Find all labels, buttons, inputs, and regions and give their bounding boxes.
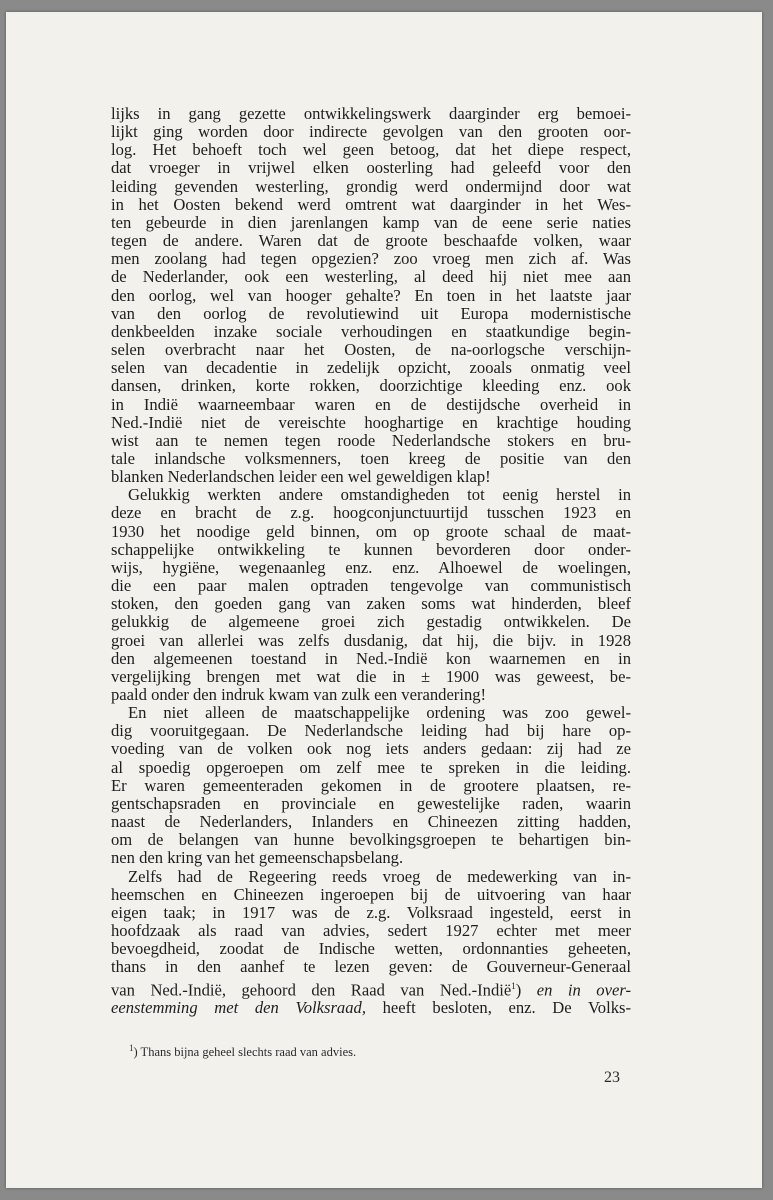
text-line-content: groei van allerlei was zelfs dusdanig, dat hij, die bijv. in 1928 xyxy=(111,630,631,650)
text-line xyxy=(111,940,631,958)
text-line-content: den algemeenen toestand in Ned.-Indië kon waarnemen en in xyxy=(111,648,631,668)
text-line-content: gelukkig de algemeene groei zich gestadig ontwikkelen. De xyxy=(111,612,631,632)
text-line-content: naast de Nederlanders, Inlanders en Chineezen zitting hadden, xyxy=(111,812,631,832)
footnote xyxy=(129,1043,356,1060)
document-page xyxy=(6,12,762,1188)
text-line xyxy=(111,613,631,631)
text-line-content: En niet alleen de maatschappelijke ordening was zoo gewel- xyxy=(128,703,631,723)
text-line-content: dansen, drinken, korte rokken, doorzichtige kleeding enz. ook xyxy=(111,376,631,396)
text-line-content: voeding van de volken ook nog iets anders gedaan: zij had ze xyxy=(111,739,631,759)
text-line-content: den oorlog, wel van hooger gehalte? En toen in het laatste jaar xyxy=(111,285,631,305)
text-line-content: de Nederlander, ook een westerling, al deed hij niet mee aan xyxy=(111,267,631,287)
text-line-content: bevoegdheid, zoodat de Indische wetten, ordonnanties geheeten, xyxy=(111,939,631,959)
text-line-content: stoken, den goeden gang van zaken soms wat hinderden, bleef xyxy=(111,594,631,614)
text-line xyxy=(111,287,631,305)
text-line xyxy=(111,359,631,377)
text-line xyxy=(111,341,631,359)
text-line-content: vergelijking brengen met wat die in ± 1900 was geweest, be- xyxy=(111,666,631,686)
text-line xyxy=(111,777,631,795)
text-line-content: lijks in gang gezette ontwikkelingswerk daarginder erg bemoei- xyxy=(111,104,631,123)
text-line xyxy=(111,396,631,414)
text-line xyxy=(111,668,631,686)
text-line-content: Er waren gemeenteraden gekomen in de grootere plaatsen, re- xyxy=(111,775,631,795)
text-line xyxy=(111,486,631,504)
text-line xyxy=(111,831,631,849)
text-line xyxy=(111,722,631,740)
text-line xyxy=(111,141,631,159)
text-line-content: van den oorlog de revolutiewind uit Europa modernistische xyxy=(111,303,631,323)
text-line-content: dig vooruitgegaan. De Nederlandsche leiding had bij hare op- xyxy=(111,721,631,741)
footnote-text: ) Thans bijna geheel slechts raad van advies. xyxy=(133,1045,357,1060)
text-line xyxy=(111,232,631,250)
footnote-marker: 1 xyxy=(129,1043,134,1053)
footnote-reference: 1 xyxy=(511,980,516,991)
text-line-content: wijs, hygiëne, wegenaanleg enz. enz. Alhoewel de woelingen, xyxy=(111,557,631,577)
text-line-content: thans in den aanhef te lezen geven: de Gouverneur-Generaal xyxy=(111,957,631,977)
text-line-content: paald onder den indruk kwam van zulk een verandering! xyxy=(111,685,487,704)
text-line xyxy=(111,595,631,613)
text-line xyxy=(111,958,631,976)
text-line xyxy=(111,250,631,268)
text-line xyxy=(111,740,631,758)
text-line xyxy=(111,105,631,123)
text-line xyxy=(111,577,631,595)
text-line-content: in Indië waarneembaar waren en de destijdsche overheid in xyxy=(111,394,631,414)
text-line-content: leiding gevenden westerling, grondig werd ondermijnd door wat xyxy=(111,176,631,196)
text-line-content: selen overbracht naar het Oosten, de na-oorlogsche verschijn- xyxy=(111,340,631,360)
text-line xyxy=(111,759,631,777)
text-line-content: heemschen en Chineezen ingeroepen bij de uitvoering van haar xyxy=(111,884,631,904)
text-line xyxy=(111,813,631,831)
text-line-content: hoofdzaak als raad van advies, sedert 1927 echter met meer xyxy=(111,921,631,941)
text-line-content: dat vroeger in vrijwel elken oosterling had geleefd voor den xyxy=(111,158,631,178)
text-line-content: nen den kring van het gemeenschapsbelang. xyxy=(111,848,404,868)
text-line-content: Gelukkig werkten andere omstandigheden tot eenig herstel in xyxy=(128,485,631,505)
text-line xyxy=(111,922,631,940)
text-line xyxy=(111,450,631,468)
text-line xyxy=(111,305,631,323)
text-line xyxy=(111,632,631,650)
text-line xyxy=(111,559,631,577)
text-line-content: lijkt ging worden door indirecte gevolgen van den grooten oor- xyxy=(111,122,631,142)
text-line-content: in het Oosten bekend werd omtrent wat daarginder in het Wes- xyxy=(111,194,631,214)
text-line xyxy=(111,977,631,1000)
page-number: 23 xyxy=(604,1069,620,1086)
text-line xyxy=(111,868,631,886)
text-line xyxy=(111,650,631,668)
text-line xyxy=(111,123,631,141)
text-line-content: selen van decadentie in zedelijk opzicht, zooals onmatig veel xyxy=(111,358,631,378)
text-line xyxy=(111,504,631,522)
text-line xyxy=(111,795,631,813)
text-line-content: die een paar malen optraden tengevolge van communistisch xyxy=(111,576,631,596)
text-line-content: al spoedig opgeroepen om zelf mee te spreken in die leiding. xyxy=(111,757,631,777)
text-line xyxy=(111,432,631,450)
text-line xyxy=(111,178,631,196)
text-line xyxy=(111,323,631,341)
text-line-content: om de belangen van hunne bevolkingsgroepen te behartigen bin- xyxy=(111,830,631,850)
text-line-content: log. Het behoeft toch wel geen betoog, dat het diepe respect, xyxy=(111,140,631,160)
text-line-content: 1930 het noodige geld binnen, om op groote schaal de maat- xyxy=(111,521,631,541)
text-line-content: men zoolang had tegen opgezien? zoo vroeg men zich af. Was xyxy=(111,249,631,269)
text-line xyxy=(111,999,631,1017)
text-line xyxy=(111,886,631,904)
text-line xyxy=(111,377,631,395)
text-line-content: gentschapsraden en provinciale en gewestelijke raden, waarin xyxy=(111,793,631,813)
text-line xyxy=(111,196,631,214)
text-line-content: eigen taak; in 1917 was de z.g. Volksraad ingesteld, eerst in xyxy=(111,902,631,922)
text-line xyxy=(111,686,631,704)
text-line-content: ten gebeurde in dien jarenlangen kamp van de eene serie naties xyxy=(111,212,631,232)
text-line xyxy=(111,214,631,232)
text-line-suffix: heeft besloten, enz. De Volks- xyxy=(365,998,631,1018)
text-line xyxy=(111,904,631,922)
text-line-content: blanken Nederlandschen leider een wel geweldigen klap! xyxy=(111,467,491,487)
text-line xyxy=(111,541,631,559)
text-line-content: van Ned.-Indië, gehoord den Raad van Ned.-Indië xyxy=(111,980,512,1000)
text-line xyxy=(111,414,631,432)
text-line-suffix: ) xyxy=(515,980,537,1000)
text-line xyxy=(111,268,631,286)
text-line-content: Zelfs had de Regeering reeds vroeg de medewerking van in- xyxy=(128,866,631,886)
text-line-italic: eenstemming met den Volksraad, xyxy=(111,998,366,1018)
text-line-italic: en in over- xyxy=(536,980,631,1000)
text-line xyxy=(111,159,631,177)
text-line-content: schappelijke ontwikkeling te kunnen bevorderen door onder- xyxy=(111,539,631,559)
text-line-content: denkbeelden inzake sociale verhoudingen en staatkundige begin- xyxy=(111,321,631,341)
text-line-content: wist aan te nemen tegen roode Nederlandsche stokers en bru- xyxy=(111,430,631,450)
text-line xyxy=(111,704,631,722)
text-line-content: tale inlandsche volksmenners, toen kreeg de positie van den xyxy=(111,448,631,468)
body-text xyxy=(111,105,631,1017)
text-line-content: Ned.-Indië niet de vereischte hooghartige en krachtige houding xyxy=(111,412,631,432)
text-line-content: tegen de andere. Waren dat de groote beschaafde volken, waar xyxy=(111,231,631,251)
text-line xyxy=(111,523,631,541)
text-line xyxy=(111,849,631,867)
text-line-content: deze en bracht de z.g. hoogconjunctuurtijd tusschen 1923 en xyxy=(111,503,631,523)
text-line xyxy=(111,468,631,486)
